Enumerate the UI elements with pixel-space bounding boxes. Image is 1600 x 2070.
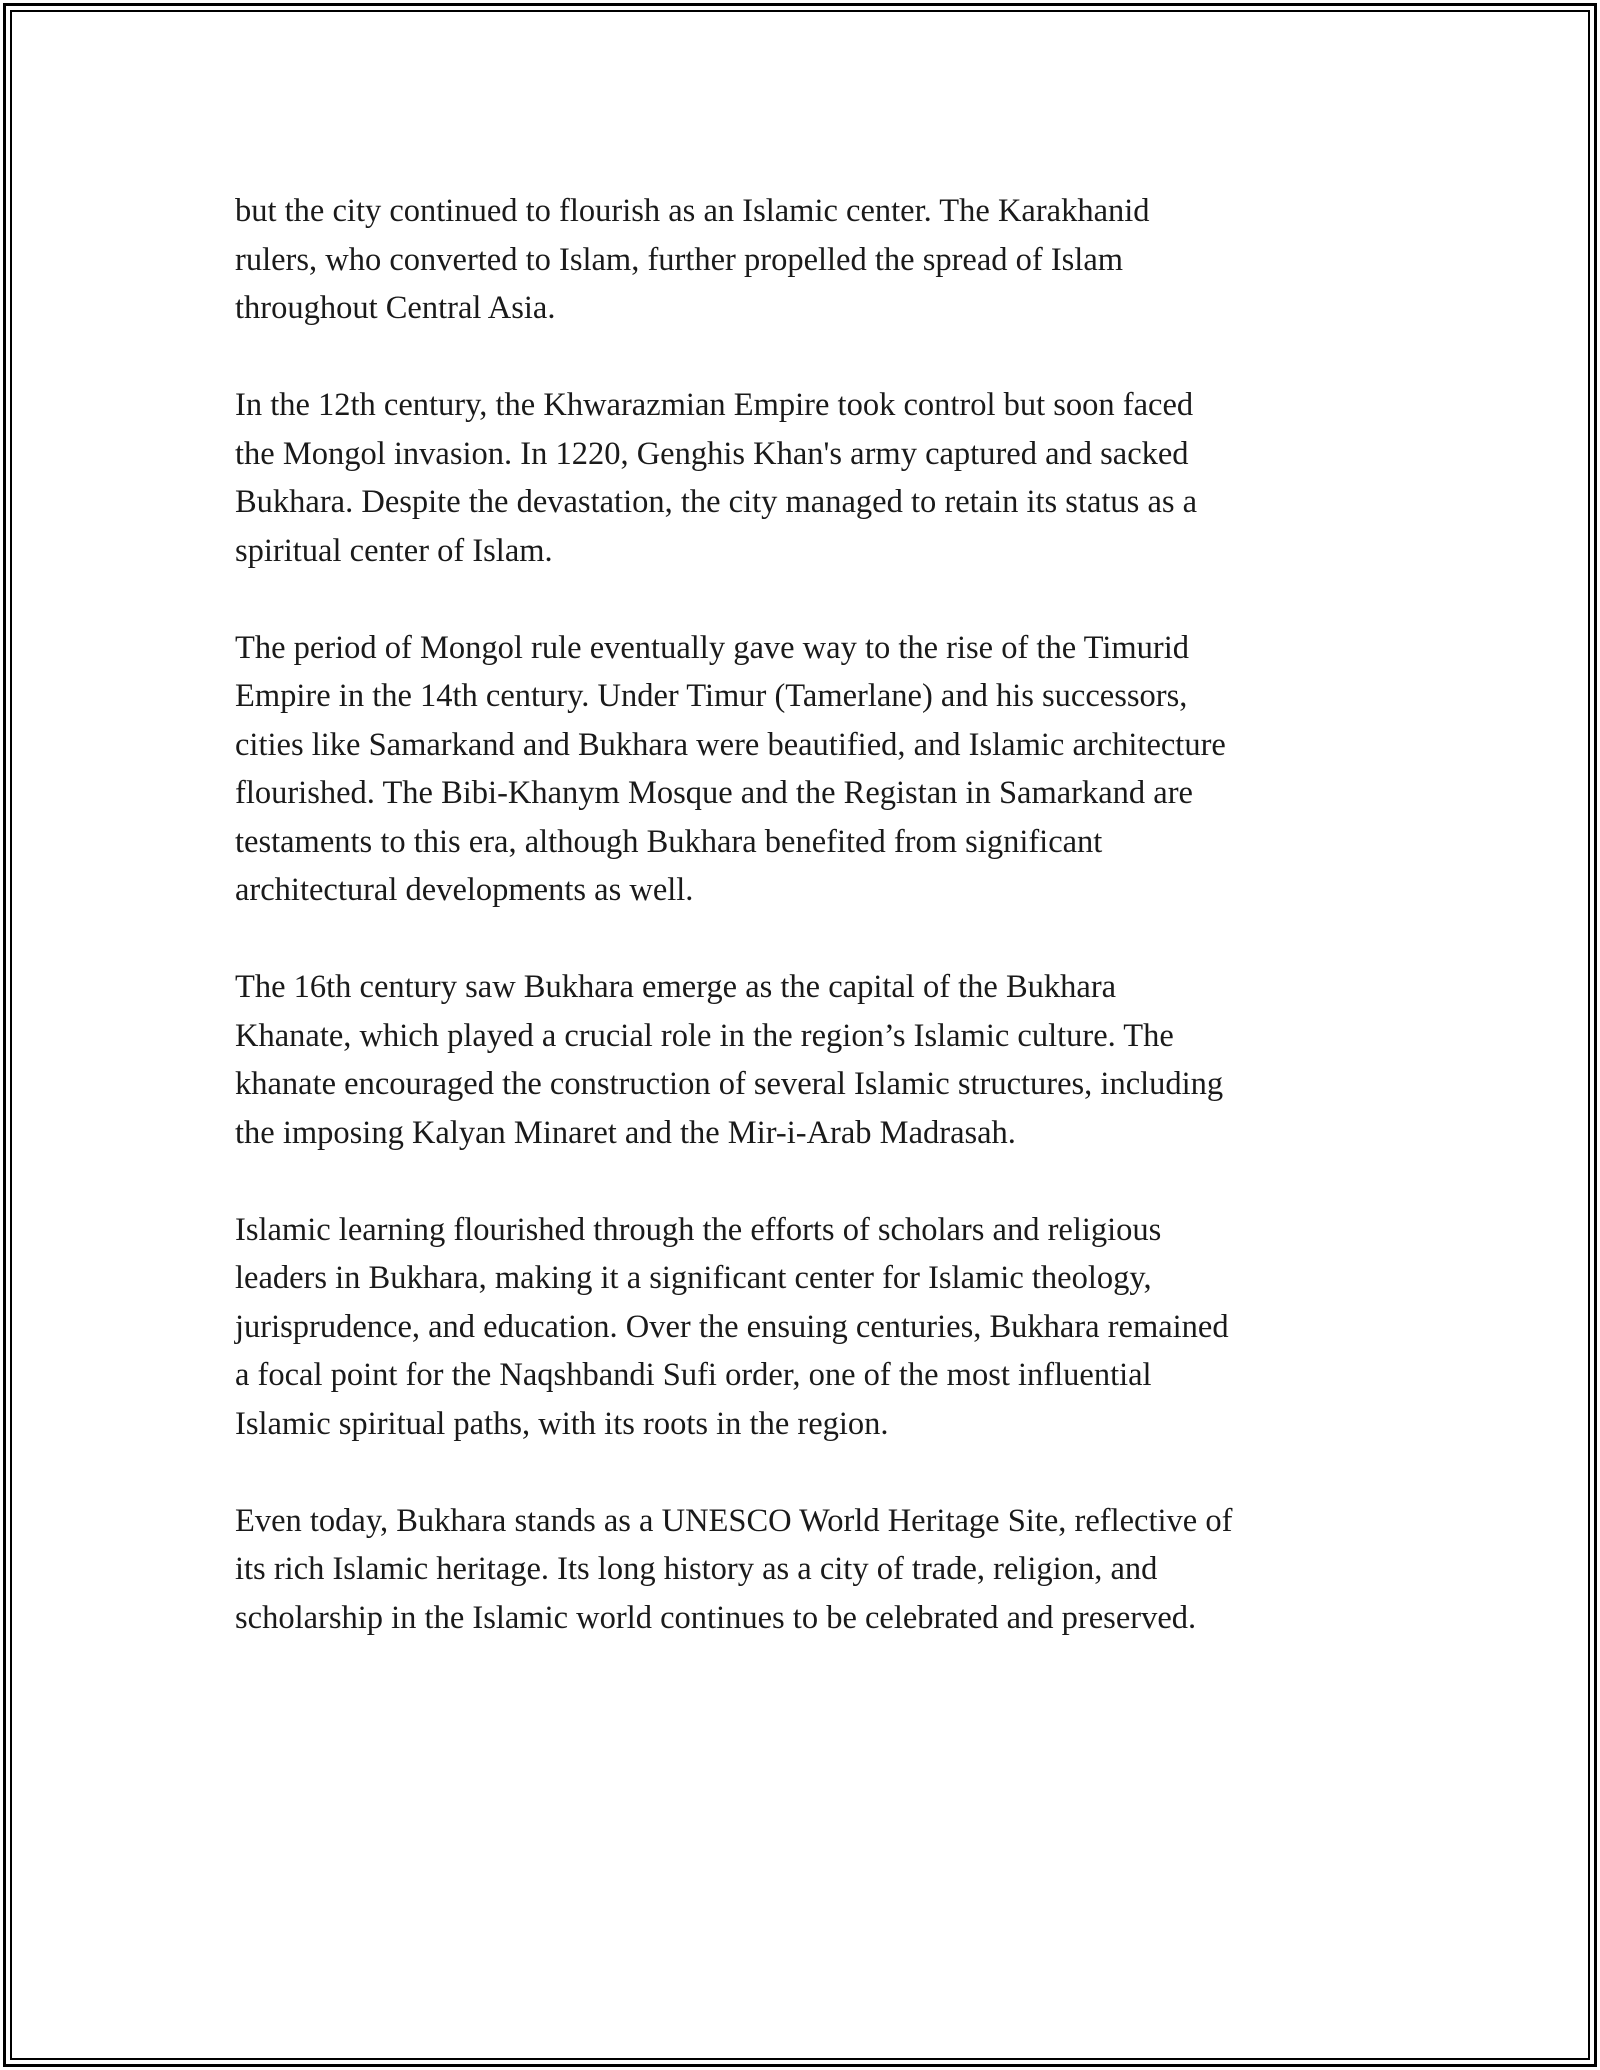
paragraph-islamic-learning	[235, 1206, 1385, 1449]
text-line: the imposing Kalyan Minaret and the Mir-i-Arab Madrasah.	[235, 1114, 1016, 1151]
text-line: architectural developments as well.	[235, 872, 694, 908]
text-line: Even today, Bukhara stands as a UNESCO World Heritage Site, reflective of	[235, 1502, 1233, 1539]
text-line: Bukhara. Despite the devastation, the city managed to retain its status as a	[235, 484, 1198, 520]
text-line: flourished. The Bibi-Khanym Mosque and the Registan in Samarkand are	[235, 775, 1193, 811]
text-line: khanate encouraged the construction of several Islamic structures, including	[235, 1066, 1224, 1102]
paragraph-bukhara-khanate	[235, 963, 1385, 1157]
text-line: spiritual center of Islam.	[235, 532, 553, 569]
text-line: cities like Samarkand and Bukhara were beautified, and Islamic architecture	[235, 726, 1226, 763]
text-line: Empire in the 14th century. Under Timur (Tamerlane) and his successors,	[235, 678, 1188, 714]
text-line: leaders in Bukhara, making it a significant center for Islamic theology,	[235, 1260, 1152, 1296]
text-line: jurisprudence, and education. Over the ensuing centuries, Bukhara remained	[235, 1308, 1229, 1345]
paragraph-timurid-empire	[235, 624, 1385, 915]
text-line: a focal point for the Naqshbandi Sufi order, one of the most influential	[235, 1357, 1152, 1393]
text-line: throughout Central Asia.	[235, 290, 556, 326]
text-line: the Mongol invasion. In 1220, Genghis Khan's army captured and sacked	[235, 435, 1189, 472]
text-line: scholarship in the Islamic world continues to be celebrated and preserved.	[235, 1599, 1197, 1636]
text-line: Khanate, which played a crucial role in the region’s Islamic culture. The	[235, 1017, 1174, 1054]
text-line: The period of Mongol rule eventually gave way to the rise of the Timurid	[235, 629, 1190, 666]
text-line: testaments to this era, although Bukhara benefited from significant	[235, 823, 1103, 860]
paragraph-unesco-heritage	[235, 1497, 1385, 1643]
paragraph-karakhanid	[235, 187, 1385, 333]
text-line: rulers, who converted to Islam, further propelled the spread of Islam	[235, 241, 1124, 278]
document-body	[235, 187, 1385, 1642]
text-line: Islamic spiritual paths, with its roots in the region.	[235, 1405, 889, 1442]
text-line: The 16th century saw Bukhara emerge as the capital of the Bukhara	[235, 969, 1117, 1005]
paragraph-mongol-invasion	[235, 381, 1385, 575]
text-line: its rich Islamic heritage. Its long history as a city of trade, religion, and	[235, 1551, 1158, 1587]
text-line: but the city continued to flourish as an Islamic center. The Karakhanid	[235, 193, 1150, 229]
text-line: In the 12th century, the Khwarazmian Empire took control but soon faced	[235, 387, 1194, 423]
text-line: Islamic learning flourished through the efforts of scholars and religious	[235, 1211, 1162, 1248]
